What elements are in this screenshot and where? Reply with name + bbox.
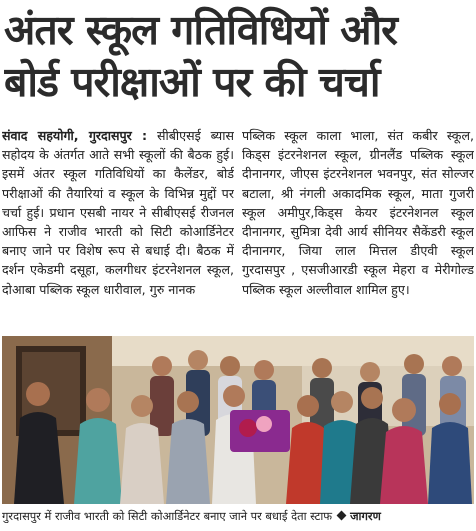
article-column-1 [2, 126, 234, 331]
dateline: संवाद सहयोगी, गुरदासपुर : [2, 128, 148, 143]
photo-credit: जागरण [350, 509, 381, 523]
photo-caption [2, 506, 474, 526]
headline-line-2: बोर्ड परीक्षाओं पर की चर्चा [4, 58, 380, 106]
article-body [2, 126, 474, 331]
headline-line-1: अंतर स्कूल गतिविधियों और [4, 6, 397, 54]
group-photo-illustration [2, 336, 474, 504]
headline [4, 4, 472, 108]
article-column-1-text: सीबीएसई ब्यास सहोदय के अंतर्गत आते सभी स्कूलों की बैठक हुई। इसमें अंतर स्कूल गतिविधियों का कैलेंडर, बोर्ड परीक्षाओं की तैयारियां व स्कूल के विभिन्न मुद्दों पर चर्चा हुई। प्रधान एसबी नायर ने सीबीएसई रीजनल आफिस ने राजीव भारती को सिटी कोआर्डिनेटर बनाए जाने पर विशेष रूप से बधाई दी। बैठक में दर्शन एकेडमी दसूहा, कलगीधर इंटरनेशनल स्कूल, दोआबा पब्लिक स्कूल धारीवाल, गुरु नानक [2, 128, 234, 297]
article-column-2-text: पब्लिक स्कूल काला भाला, संत कबीर स्कूल, किड्स इंटरनेशनल स्कूल, ग्रीनलैंड पब्लिक स्कूल दीनानगर, जीएस इंटरनेशनल भवनपुर, संत सोल्जर बटाला, श्री नंगली अकादमिक स्कूल, माता गुजरी स्कूल अमीपुर,किड्स केयर इंटरनेशनल स्कूल दीनानगर, सुमित्रा देवी आर्य सीनियर सैकेंडरी स्कूल दीनानगर, जिया लाल मित्तल डीएवी स्कूल गुरदासपुर , एसजीआरडी स्कूल मेहरा व मेरीगोल्ड पब्लिक स्कूल अल्लीवाल शामिल हुए। [242, 128, 474, 297]
article-column-2 [242, 126, 474, 331]
diamond-icon [337, 511, 347, 521]
photo-caption-text: गुरदासपुर में राजीव भारती को सिटी कोआर्डिनेटर बनाए जाने पर बधाई देता स्टाफ [2, 509, 333, 523]
group-photo [2, 336, 474, 504]
